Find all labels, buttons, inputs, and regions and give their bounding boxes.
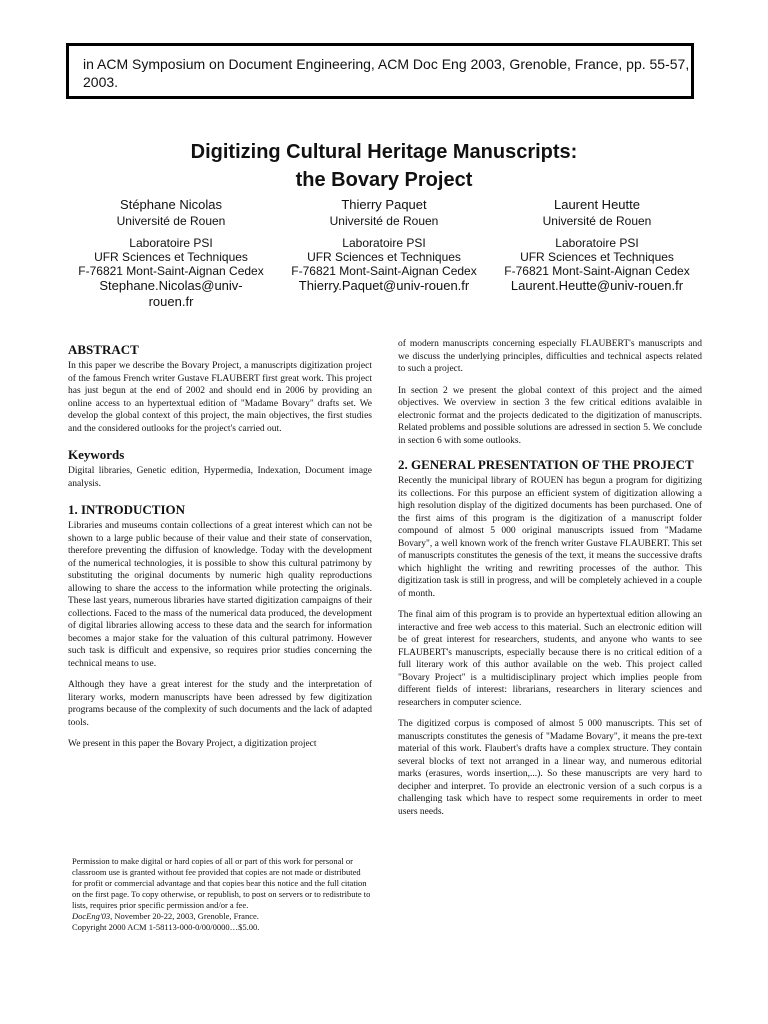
right-column [398, 338, 702, 827]
author-dept: UFR Sciences et Techniques [520, 250, 674, 264]
abstract-heading: ABSTRACT [68, 342, 139, 357]
abstract-text: In this paper we describe the Bovary Project, a manuscripts digitization project of the famous French writer Gustave FLAUBERT first great work. This project has just begun at the end of 2002 and should end in 2006 by providing an online access to an hypertextual edition of "Madame Bovary" drafts set. We develop the global context of this project, the main objectives, the first studies and the considered outlooks for the project's carried out. [68, 361, 372, 434]
copyright-block [72, 856, 372, 933]
author-university: Université de Rouen [329, 214, 439, 228]
author-email[interactable]: Thierry.Paquet@univ-rouen.fr [298, 278, 470, 293]
reference-text: in ACM Symposium on Document Engineering, ACM Doc Eng 2003, Grenoble, France, pp. 55-57, 2003. [83, 56, 690, 90]
author-1 [64, 196, 278, 310]
author-dept: UFR Sciences et Techniques [94, 250, 248, 264]
conference-line [72, 911, 372, 922]
author-lab: Laboratoire PSI [555, 236, 639, 250]
title-line-2: the Bovary Project [295, 169, 473, 191]
author-name: Stéphane Nicolas [120, 197, 222, 212]
permission-notice: Permission to make digital or hard copies of all or part of this work for personal or classroom use is granted without fee provided that copies are not made or distributed for profit or commercial advantage and that copies bear this notice and the full citation on the first page. To copy otherwise, or republish, to post on servers or to redistribute to lists, requires prior specific permission and/or a fee. [72, 856, 371, 910]
paper-title [0, 138, 768, 194]
author-address: F-76821 Mont-Saint-Aignan Cedex [291, 264, 477, 278]
author-2 [277, 196, 491, 294]
title-line-1: Digitizing Cultural Heritage Manuscripts: [190, 141, 578, 163]
section2-paragraph-3: The digitized corpus is composed of almost 5 000 manuscripts. This set of manuscripts constitutes the genesis of "Madame Bovary", it means the pre-text material of this work. Flaubert's drafts have a complex structure. They contain several blocks of text not arranged in a linear way, and numerous editorial marks (erasures, words insertion,...). So these manuscripts are very hard to decipher and interpret. To provide an electronic version of a such corpus is a challenging task which have to respect some requirements in order to meet users needs. [398, 719, 702, 817]
reference-box [66, 43, 694, 99]
keywords-heading: Keywords [68, 447, 125, 462]
right-paragraph-1: of modern manuscripts concerning especially FLAUBERT's manuscripts and we discuss the underlying principles, difficulties and technical aspects related to such a project. [398, 339, 702, 374]
author-email[interactable]: Laurent.Heutte@univ-rouen.fr [510, 278, 684, 293]
keywords-text: Digital libraries, Genetic edition, Hypermedia, Indexation, Document image analysis. [68, 466, 372, 489]
author-email[interactable]: Stephane.Nicolas@univ-rouen.fr [99, 278, 243, 309]
intro-paragraph-2: Although they have a great interest for the study and the interpretation of literary works, modern manuscripts have been adressed by few digitization programs because of the complexity of such documents and the lack of adapted tools. [68, 680, 372, 728]
introduction-heading: 1. INTRODUCTION [68, 502, 186, 517]
left-column [68, 338, 372, 760]
author-name: Thierry Paquet [341, 197, 427, 212]
intro-paragraph-3: We present in this paper the Bovary Project, a digitization project [68, 739, 317, 749]
copyright-line: Copyright 2000 ACM 1-58113-000-0/00/0000…$5.00. [72, 922, 260, 932]
author-university: Université de Rouen [116, 214, 226, 228]
author-3 [490, 196, 704, 294]
author-name: Laurent Heutte [553, 197, 640, 212]
conference-details: , November 20-22, 2003, Grenoble, France. [110, 911, 259, 921]
section2-paragraph-2: The final aim of this program is to provide an hypertextual edition allowing an interactive and free web access to this material. Such an electronic edition will be of great interest for researchers, students, and anyone who wants to see FLAUBERT's manuscripts, especially because there is no critical edition of a full literary work of this author available on the web. This project called "Bovary Project" is a multidisciplinary project which implies people from different fields of interest: librarians, researchers in literary sciences and researchers in computer science. [398, 610, 702, 708]
section2-paragraph-1: Recently the municipal library of ROUEN has begun a program for digitizing its collections. For this purpose an efficient system of digitization allowing a high resolution display of the digitized documents has been purchased. One of the first aims of this program is the digitization of a manuscript folder compound of almost 5 000 original manuscripts issued from "Madame Bovary", a well known work of the french writer Gustave FLAUBERT. This set of manuscripts constitutes the genesis of the text, it means the successive drafts which highlight the writing and rewriting processes of the author. This digitization task is still in progress, and will be completely achieved in a couple of month. [398, 476, 702, 599]
author-university: Université de Rouen [542, 214, 652, 228]
author-lab: Laboratoire PSI [342, 236, 426, 250]
author-lab: Laboratoire PSI [129, 236, 213, 250]
conference-name: DocEng'03 [72, 911, 111, 921]
right-paragraph-2: In section 2 we present the global context of this project and the aimed objectives. We overview in section 3 the few critical editions avalaible in electronic format and the projects dedicated to the digitization of manuscripts. Related problems and possible solutions are adressed in section 5. We conclude in section 6 with some outlooks. [398, 385, 702, 446]
author-dept: UFR Sciences et Techniques [307, 250, 461, 264]
section2-heading: 2. GENERAL PRESENTATION OF THE PROJECT [398, 457, 694, 472]
author-address: F-76821 Mont-Saint-Aignan Cedex [504, 264, 690, 278]
intro-paragraph-1: Libraries and museums contain collections of a great interest which can not be shown to a large public because of their value and their state of conservation, therefore preventing the diffusion of knowledge. Today with the development of the numerical technologies, it is possible to show this cultural patrimony by substituting the original documents by numeric high quality reproductions allowing to share the access to the information while protecting the originals. These last years, numerous libraries have started digitization campaigns of their collections. Faced to the mass of the numerical data produced, the development of digital libraries allowing access to these data and the search for information becomes a major stake for the valuation of this cultural patrimony. However such task is difficult and expensive, so requires prior studies concerning the technical means to use. [68, 521, 372, 669]
author-address: F-76821 Mont-Saint-Aignan Cedex [78, 264, 264, 278]
